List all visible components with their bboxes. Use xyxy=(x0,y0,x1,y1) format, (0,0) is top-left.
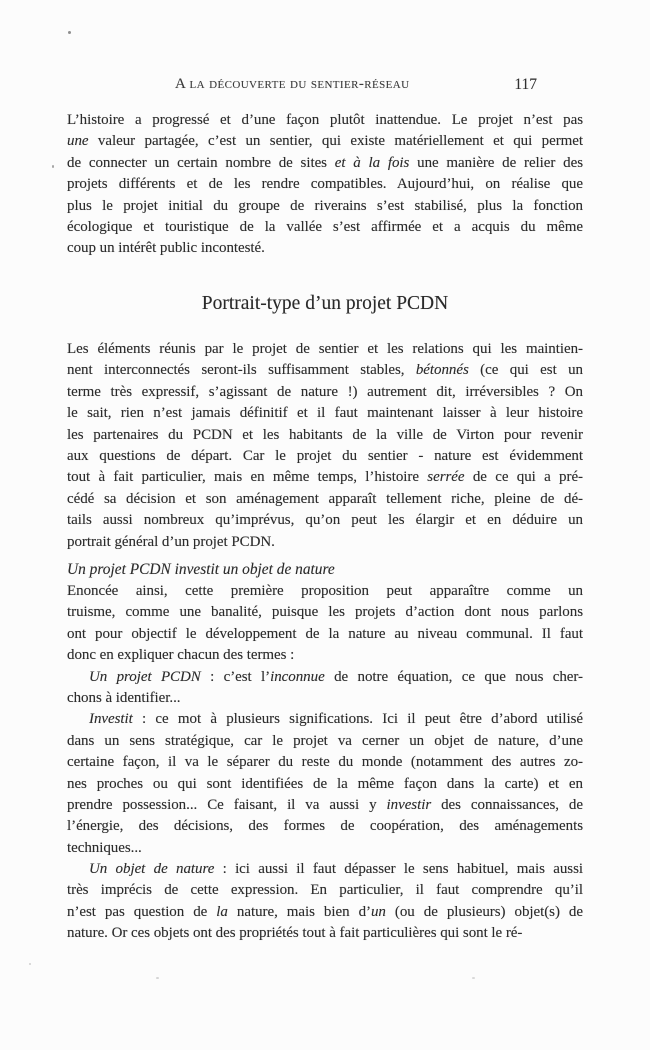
paragraph xyxy=(67,339,583,553)
text-line: Les éléments réunis par le projet de sentier et les relations qui les maintien- xyxy=(67,341,583,357)
text-line: truisme, comme une banalité, puisque les projets d’action dont nous parlons xyxy=(67,604,583,621)
text-line: nent interconnectés seront-ils suffisamment stables, bétonnés (ce qui est un xyxy=(67,362,583,379)
text-line: coup un intérêt public incontesté. xyxy=(67,240,265,257)
text-line: nature. Or ces objets ont des propriétés tout à fait particulières qui sont le ré- xyxy=(67,925,523,942)
paragraph xyxy=(67,667,583,710)
running-header xyxy=(67,76,583,96)
text-line: techniques... xyxy=(67,839,142,856)
body-paragraphs xyxy=(67,581,583,945)
text-line: certaine façon, il va le séparer du reste du monde (notamment des autres zo- xyxy=(67,754,583,771)
section-heading: Portrait-type d’un projet PCDN xyxy=(201,293,449,314)
running-title: A la découverte du sentier-réseau xyxy=(175,76,410,92)
text-line: nes proches ou qui sont identifiées de la même façon dans la carte) et en xyxy=(67,775,583,792)
text-line: ont pour objectif le développement de la nature au niveau communal. Il faut xyxy=(67,625,583,642)
text-line: terme très expressif, s’agissant de nature !) autrement dit, irréversibles ? On xyxy=(67,383,583,400)
text-line: aux questions de départ. Car le projet du sentier - nature est évidemment xyxy=(67,447,583,464)
paragraph xyxy=(67,581,583,667)
text-line: Un objet de nature : ici aussi il faut dépasser le sens habituel, mais aussi xyxy=(89,861,583,878)
page-number: 117 xyxy=(514,76,537,93)
scan-speck xyxy=(52,165,54,168)
scan-speck xyxy=(68,31,71,34)
text-line: le sait, rien n’est jamais définitif et il faut maintenant laisser à leur histoire xyxy=(67,405,583,422)
text-line: Un projet PCDN : c’est l’inconnue de notre équation, ce que nous cher- xyxy=(89,668,583,685)
paragraph-portrait xyxy=(67,339,583,553)
text-line: très imprécis de cette expression. En particulier, il faut comprendre qu’il xyxy=(67,882,583,899)
paragraph xyxy=(67,110,583,260)
text-line: dans un sens stratégique, car le projet va cerner un objet de nature, d’une xyxy=(67,732,583,749)
text-line: projets différents et de les rendre compatibles. Aujourd’hui, on réalise que xyxy=(67,176,583,193)
text-line: l’énergie, des décisions, des formes de coopération, des aménagements xyxy=(67,818,583,835)
text-line: L’histoire a progressé et d’une façon plutôt inattendue. Le projet n’est pas xyxy=(67,112,583,128)
text-line: Enoncée ainsi, cette première proposition peut apparaître comme un xyxy=(67,583,583,599)
scan-speck xyxy=(472,977,475,979)
text-line: n’est pas question de la nature, mais bien d’un (ou de plusieurs) objet(s) de xyxy=(67,903,583,920)
text-line: tails aussi nombreux qu’imprévus, qu’on peut les élargir et en déduire un xyxy=(67,512,583,529)
paragraph xyxy=(67,709,583,859)
text-line: chons à identifier... xyxy=(67,689,181,706)
text-line: tout à fait particulier, mais en même temps, l’histoire serrée de ce qui a pré- xyxy=(67,469,583,486)
text-line: les partenaires du PCDN et les habitants de la ville de Virton pour revenir xyxy=(67,426,583,443)
text-line: une valeur partagée, c’est un sentier, qui existe matériellement et qui permet xyxy=(67,133,583,150)
text-line: cédé sa décision et son aménagement apparaît tellement riche, pleine de dé- xyxy=(67,490,583,507)
paragraph xyxy=(67,859,583,945)
text-line: écologique et touristique de la vallée s’est affirmée et a acquis du même xyxy=(67,218,583,235)
scan-speck xyxy=(156,977,159,979)
text-line: donc en expliquer chacun des termes : xyxy=(67,647,295,664)
scan-speck xyxy=(29,963,31,965)
paragraph-intro xyxy=(67,110,583,260)
subsection-heading: Un projet PCDN investit un objet de nature xyxy=(67,561,335,578)
text-line: portrait général d’un projet PCDN. xyxy=(67,533,275,550)
text-line: de connecter un certain nombre de sites et à la fois une manière de relier des xyxy=(67,154,583,171)
text-line: plus le projet initial du groupe de riverains s’est stabilisé, plus la fonction xyxy=(67,197,583,214)
text-line: Investit : ce mot à plusieurs significations. Ici il peut être d’abord utilisé xyxy=(89,711,583,728)
text-line: prendre possession... Ce faisant, il va aussi y investir des connaissances, de xyxy=(67,796,583,813)
